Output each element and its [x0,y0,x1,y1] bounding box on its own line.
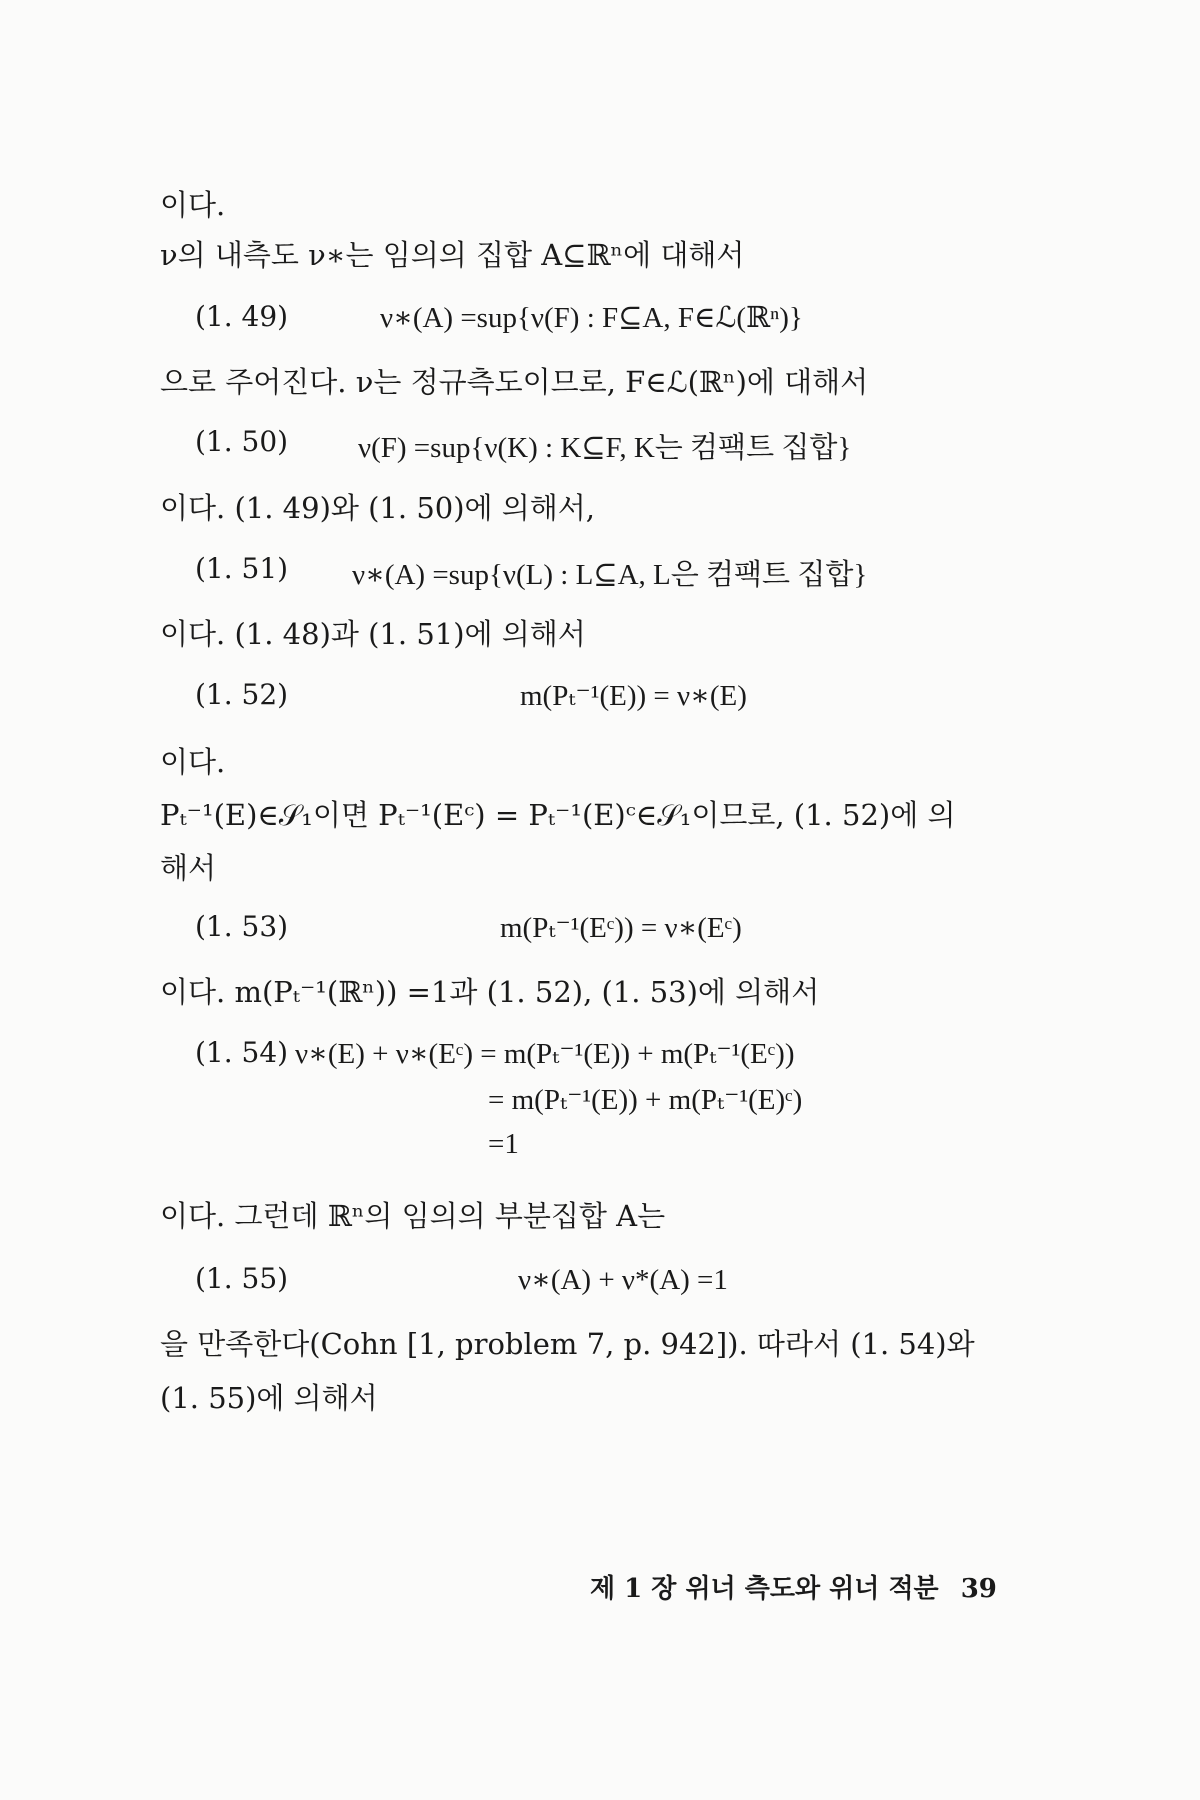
equation-number: (1. 55) [195,1262,289,1295]
equation-1-51: ν∗(A) =sup{ν(L) : L⊆A, L은 컴팩트 집합} [352,559,868,591]
equation-1-50: ν(F) =sup{ν(K) : K⊆F, K는 컴팩트 집합} [358,432,852,464]
equation-1-54-line-2: = m(Pₜ⁻¹(E)) + m(Pₜ⁻¹(E)ᶜ) [488,1084,803,1116]
text-line: 이다. (1. 48)과 (1. 51)에 의해서 [160,617,586,651]
equation-number: (1. 52) [195,678,289,711]
equation-1-52: m(Pₜ⁻¹(E)) = ν∗(E) [520,680,747,712]
text-line: ν의 내측도 ν∗는 임의의 집합 A⊆ℝⁿ에 대해서 [160,238,745,272]
text-line: 으로 주어진다. ν는 정규측도이므로, F∈ℒ(ℝⁿ)에 대해서 [160,365,869,399]
text-line: (1. 55)에 의해서 [160,1381,378,1415]
equation-1-53: m(Pₜ⁻¹(Eᶜ)) = ν∗(Eᶜ) [500,912,742,944]
chapter-title: 제 1 장 위너 측도와 위너 적분 [590,1574,939,1604]
text-line: 이다. [160,188,226,222]
equation-number: (1. 50) [195,425,289,458]
text-line: 을 만족한다(Cohn [1, problem 7, p. 942]). 따라서 (1. 54)와 [160,1327,975,1361]
text-line: 이다. (1. 49)와 (1. 50)에 의해서, [160,491,596,525]
equation-1-54-line-1: ν∗(E) + ν∗(Eᶜ) = m(Pₜ⁻¹(E)) + m(Pₜ⁻¹(Eᶜ)) [295,1038,795,1070]
text-line: 해서 [160,851,217,885]
running-footer [590,1568,997,1605]
equation-1-54-line-3: =1 [488,1128,519,1160]
equation-number: (1. 49) [195,300,289,333]
equation-number: (1. 54) [195,1036,289,1069]
text-line: 이다. 그런데 ℝⁿ의 임의의 부분집합 A는 [160,1199,666,1233]
text-line: 이다. m(Pₜ⁻¹(ℝⁿ)) =1과 (1. 52), (1. 53)에 의해서 [160,975,820,1009]
text-line: 이다. [160,745,226,779]
equation-1-55: ν∗(A) + ν*(A) =1 [518,1264,728,1296]
equation-number: (1. 53) [195,910,289,943]
equation-number: (1. 51) [195,552,289,585]
page-number: 39 [960,1574,997,1604]
equation-1-49: ν∗(A) =sup{ν(F) : F⊆A, F∈ℒ(ℝⁿ)} [380,302,803,334]
text-line: Pₜ⁻¹(E)∈𝒮₁이면 Pₜ⁻¹(Eᶜ) = Pₜ⁻¹(E)ᶜ∈𝒮₁이므로, (1. 52)에 의 [160,798,956,832]
